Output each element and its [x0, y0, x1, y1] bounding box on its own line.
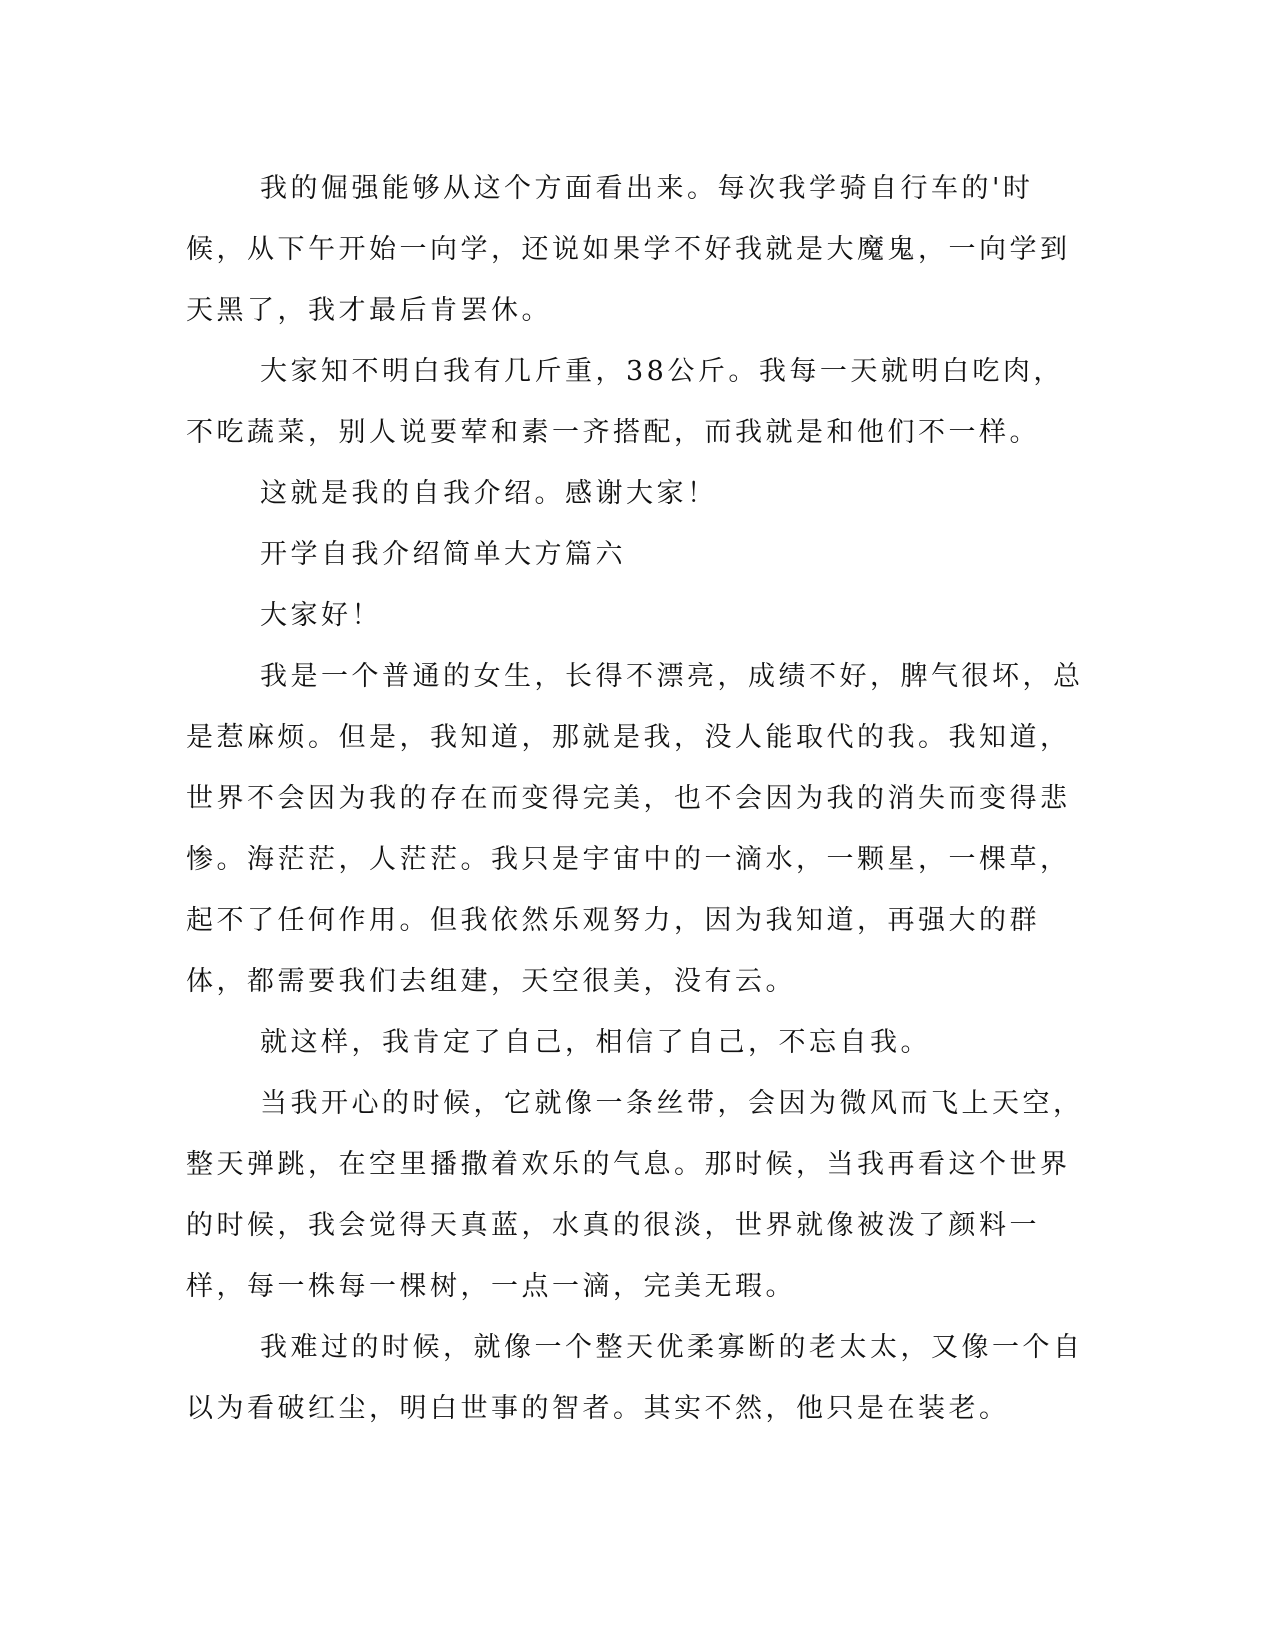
paragraph-ordinary-girl: 我是一个普通的女生，长得不漂亮，成绩不好，脾气很坏，总是惹麻烦。但是，我知道，那就是我，没人能取代的我。我知道，世界不会因为我的存在而变得完美，也不会因为我的消失而变得悲惨。海茫茫，人茫茫。我只是宇宙中的一滴水，一颗星，一棵草，起不了任何作用。但我依然乐观努力，因为我知道，再强大的群体，都需要我们去组建，天空很美，没有云。: [186, 661, 1084, 997]
paragraph-affirmation: 就这样，我肯定了自己，相信了自己，不忘自我。: [260, 1027, 931, 1058]
document-body: [186, 158, 1086, 1439]
paragraph-sad: 我难过的时候，就像一个整天优柔寡断的老太太，又像一个自以为看破红尘，明白世事的智者。其实不然，他只是在装老。: [186, 1332, 1084, 1424]
paragraph-stubbornness: 我的倔强能够从这个方面看出来。每次我学骑自行车的'时候，从下午开始一向学，还说如果学不好我就是大魔鬼，一向学到天黑了，我才最后肯罢休。: [186, 173, 1071, 326]
section-heading: 开学自我介绍简单大方篇六: [260, 539, 626, 570]
paragraph-happy: 当我开心的时候，它就像一条丝带，会因为微风而飞上天空，整天弹跳，在空里播撒着欢乐的气息。那时候，当我再看这个世界的时候，我会觉得天真蓝，水真的很淡，世界就像被泼了颜料一样，每一株每一棵树，一点一滴，完美无瑕。: [186, 1088, 1084, 1302]
paragraph-closing: 这就是我的自我介绍。感谢大家！: [260, 478, 718, 509]
greeting: 大家好！: [260, 600, 382, 631]
paragraph-weight: 大家知不明白我有几斤重，38公斤。我每一天就明白吃肉，不吃蔬菜，别人说要荤和素一齐搭配，而我就是和他们不一样。: [186, 356, 1064, 448]
